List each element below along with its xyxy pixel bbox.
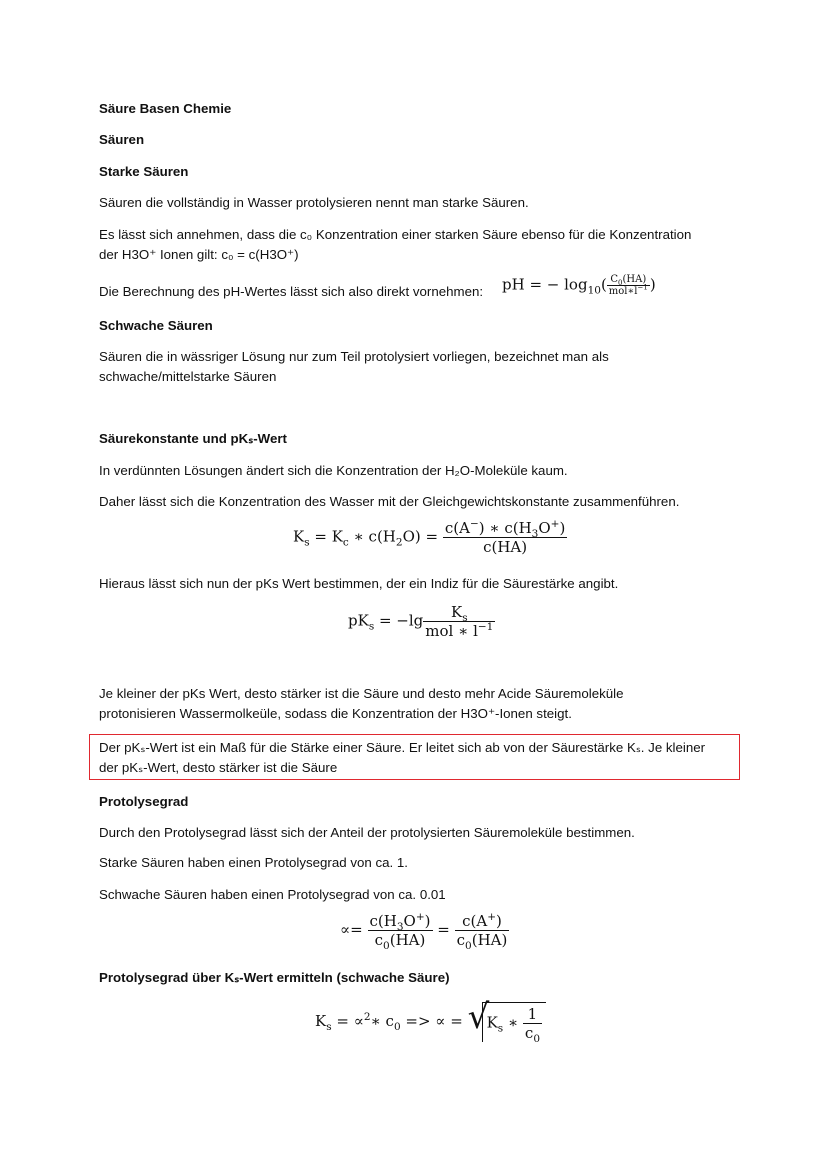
heading-protolysegrad: Protolysegrad (99, 794, 189, 809)
document-title: Säure Basen Chemie (99, 101, 232, 116)
paragraph-pks-b: protonisieren Wassermolkeüle, sodass die Konzentration der H3O⁺-Ionen steigt. (99, 706, 572, 721)
paragraph-starke-3: Die Berechnung des pH-Wertes lässt sich also direkt vornehmen: (99, 284, 484, 299)
paragraph-pks-a: Je kleiner der pKs Wert, desto stärker ist die Säure und desto mehr Acide Säuremoleküle (99, 686, 624, 701)
paragraph-prot-3: Schwache Säuren haben einen Protolysegrad von ca. 0.01 (99, 887, 446, 902)
paragraph-ks-2: Daher lässt sich die Konzentration des Wasser mit der Gleichgewichtskonstante zusammenführen. (99, 494, 680, 509)
paragraph-ks-3: Hieraus lässt sich nun der pKs Wert bestimmen, der ein Indiz für die Säurestärke angibt. (99, 576, 619, 591)
paragraph-schwache-b: schwache/mittelstarke Säuren (99, 369, 277, 384)
paragraph-prot-2: Starke Säuren haben einen Protolysegrad von ca. 1. (99, 855, 408, 870)
formula-ph: pH = − $\log_{10}$( $\frac{C_0(HA)}{mol∗l^{-1}}$ ) (502, 274, 656, 297)
formula-alpha: ∝= $\frac{c(H_3O^+)}{c_0(HA)}$ = $\frac{c(A^+)}{c_0(HA)}$ (340, 911, 508, 952)
paragraph-schwache-a: Säuren die in wässriger Lösung nur zum Teil protolysiert vorliegen, bezeichnet man als (99, 349, 609, 364)
paragraph-starke-2b: der H3O⁺ Ionen gilt: c₀ = c(H3O⁺) (99, 247, 299, 262)
paragraph-ks-1: In verdünnten Lösungen ändert sich die Konzentration der H₂O-Moleküle kaum. (99, 463, 568, 478)
formula-alpha-ks: $K_s$ = ∝$^2$∗ $c_0$ => ∝ = √ $K_s$ ∗ $\frac{1}{c_0}$ (315, 1002, 546, 1042)
heading-schwache-saeuren: Schwache Säuren (99, 318, 213, 333)
heading-saeurekonstante: Säurekonstante und pKₛ-Wert (99, 431, 287, 446)
heading-saeuren: Säuren (99, 132, 145, 147)
paragraph-prot-1: Durch den Protolysegrad lässt sich der Anteil der protolysierten Säuremoleküle bestimmen. (99, 825, 635, 840)
paragraph-starke-1: Säuren die vollständig in Wasser protolysieren nennt man starke Säuren. (99, 195, 529, 210)
formula-ks: $K_s = K_c$ ∗ $c(H_2O)$ = $\frac{c(A^-) ∗ c(H_3O^+)}{c(HA)}$ (293, 518, 566, 556)
highlight-text-a: Der pKₛ-Wert ist ein Maß für die Stärke einer Säure. Er leitet sich ab von der Säurestärke Kₛ. Je kleiner (99, 740, 706, 755)
paragraph-starke-2a: Es lässt sich annehmen, dass die c₀ Konzentration einer starken Säure ebenso für die Konzentration (99, 227, 692, 242)
formula-pks: $pK_s = -\lg$ $\frac{K_s}{mol ∗ l^{-1}}$ (348, 603, 494, 640)
heading-starke-saeuren: Starke Säuren (99, 164, 189, 179)
heading-protolysegrad-ks: Protolysegrad über Kₛ-Wert ermitteln (schwache Säure) (99, 970, 450, 985)
highlight-text-b: der pKₛ-Wert, desto stärker ist die Säure (99, 760, 338, 775)
